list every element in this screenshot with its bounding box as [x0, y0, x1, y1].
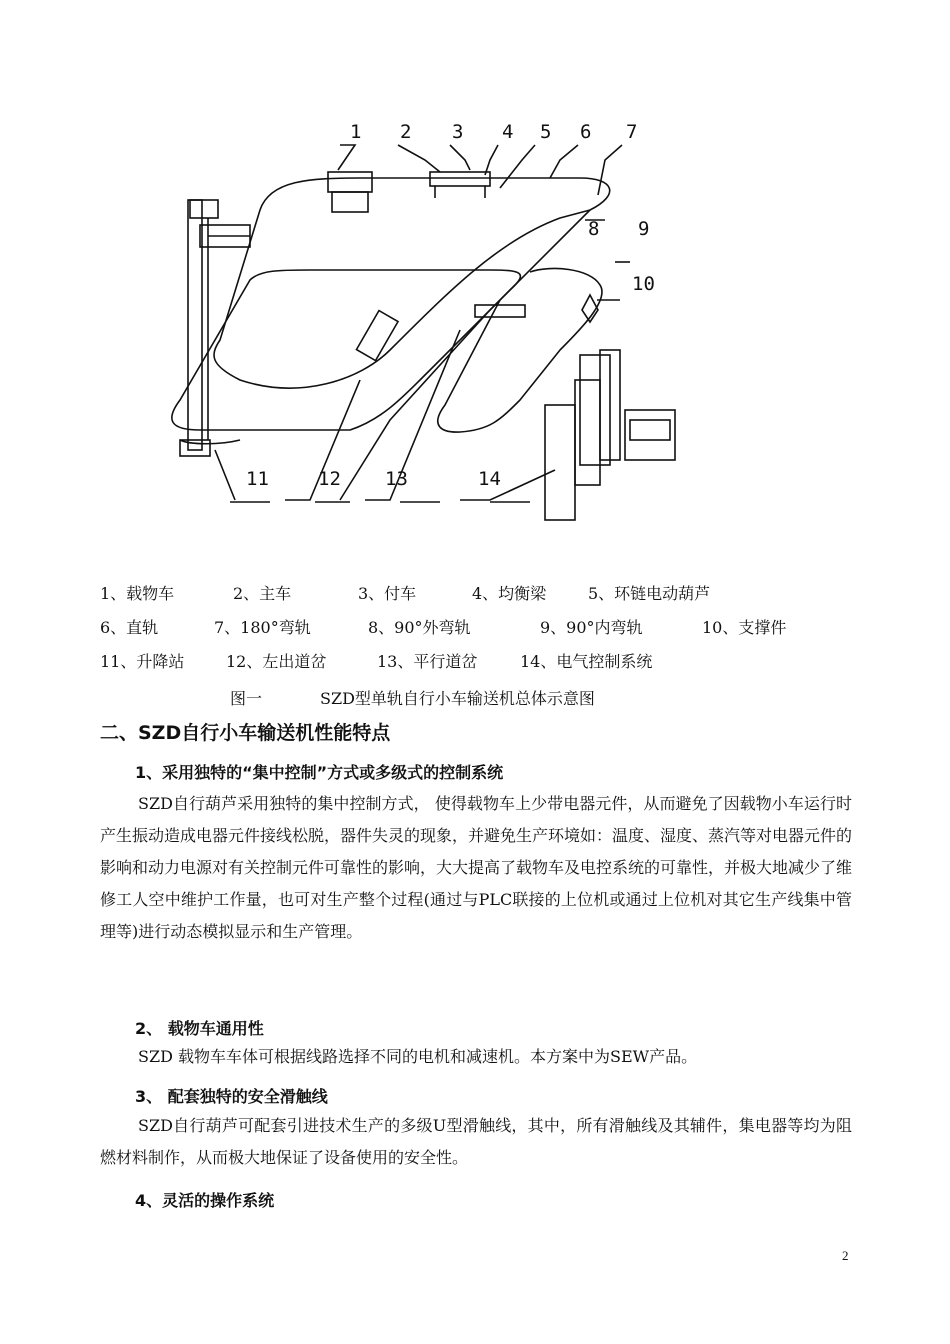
- figure-label-12: 12: [318, 468, 341, 490]
- figure-label-1: 1: [350, 121, 362, 143]
- legend-item: 4、均衡梁: [472, 584, 547, 603]
- figure-label-6: 6: [580, 121, 592, 143]
- figure-label-7: 7: [626, 121, 638, 143]
- figure-label-5: 5: [540, 121, 552, 143]
- legend-item: 9、90°内弯轨: [540, 618, 643, 637]
- subheading-1: 1、采用独特的“集中控制”方式或多级式的控制系统: [135, 763, 504, 782]
- figure-label-3: 3: [452, 121, 464, 143]
- page-number: 2: [842, 1248, 849, 1263]
- legend-item: 13、平行道岔: [377, 652, 478, 671]
- figure-label-13: 13: [385, 468, 408, 490]
- figure-label-11: 11: [246, 468, 269, 490]
- section-heading: 二、SZD自行小车输送机性能特点: [100, 722, 391, 744]
- caption-label: 图一: [230, 689, 263, 708]
- legend-item: 12、左出道岔: [226, 652, 327, 671]
- legend-item: 2、主车: [233, 584, 292, 603]
- figure-label-9: 9: [638, 218, 650, 240]
- figure-label-14: 14: [478, 468, 501, 490]
- subheading-3: 3、 配套独特的安全滑触线: [135, 1087, 328, 1106]
- legend-item: 1、载物车: [100, 584, 175, 603]
- subheading-4: 4、灵活的操作系统: [135, 1191, 275, 1210]
- figure-label-8: 8: [588, 218, 600, 240]
- legend-item: 5、环链电动葫芦: [588, 584, 711, 603]
- legend-item: 11、升降站: [100, 652, 185, 671]
- legend-item: 7、180°弯轨: [214, 618, 311, 637]
- track-diagonal: [340, 210, 590, 500]
- track-middle: [172, 270, 521, 430]
- schematic-svg: [160, 100, 680, 530]
- legend-item: 3、付车: [358, 584, 417, 603]
- figure-caption: [230, 686, 595, 709]
- legend-item: 6、直轨: [100, 618, 159, 637]
- paragraph-1: SZD自行葫芦采用独特的集中控制方式， 使得载物车上少带电器元件，从而避免了因载物小车运行时产生振动造成电器元件接线松脱，器件失灵的现象，并避免生产环境如：温度、湿度、蒸汽等对电器元件的影响和动力电源对有关控制元件可靠性的影响，大大提高了载物车及电控系统的可靠性，并极大地减少了维修工人空中维护工作量，也可对生产整个过程(通过与PLC联接的上位机或通过上位机对其它生产线集中管理等)进行动态模拟显示和生产管理。: [100, 794, 853, 941]
- switch-parallel: [475, 305, 525, 317]
- track-upper: [214, 178, 610, 388]
- switch-left: [356, 311, 398, 361]
- figure-label-10: 10: [632, 273, 655, 295]
- track-right: [438, 268, 602, 432]
- paragraph-3: SZD自行葫芦可配套引进技术生产的多级U型滑触线，其中，所有滑触线及其辅件，集电器等均为阻燃材料制作，从而极大地保证了设备使用的安全性。: [100, 1116, 852, 1167]
- legend-item: 8、90°外弯轨: [368, 618, 471, 637]
- legend-item: 10、支撑件: [702, 618, 787, 637]
- figure-label-4: 4: [502, 121, 514, 143]
- carrier-1: [328, 172, 372, 192]
- control-cabinet-1: [545, 405, 575, 520]
- figure-label-2: 2: [400, 121, 412, 143]
- subheading-2: 2、 载物车通用性: [135, 1019, 264, 1038]
- legend-item: 14、电气控制系统: [520, 652, 653, 671]
- paragraph-2: SZD 载物车车体可根据线路选择不同的电机和减速机。本方案中为SEW产品。: [138, 1047, 698, 1066]
- caption-title: SZD型单轨自行小车输送机总体示意图: [320, 689, 595, 708]
- conveyor-schematic-figure: [160, 100, 680, 530]
